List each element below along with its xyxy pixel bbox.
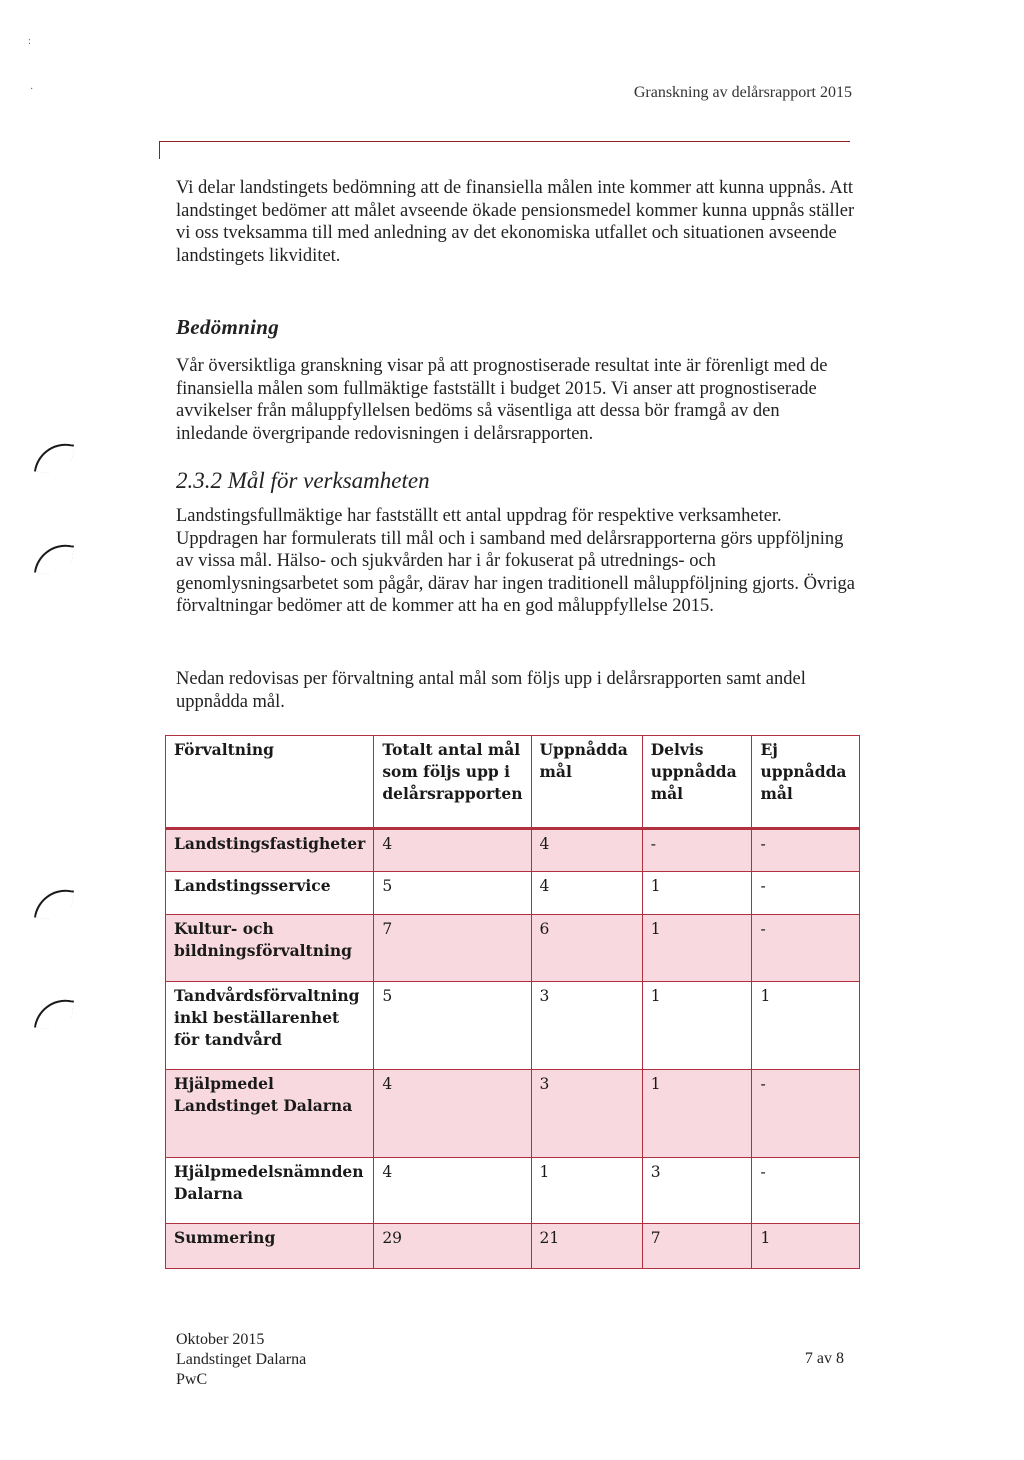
page-number: 7 av 8 bbox=[804, 1350, 844, 1367]
goals-table bbox=[165, 735, 860, 1269]
cell-achieved: 6 bbox=[531, 915, 642, 982]
cell-name: Hjälpmedel Landstinget Dalarna bbox=[166, 1070, 374, 1158]
cell-name: Kultur- och bildningsförvaltning bbox=[166, 915, 374, 982]
column-header-total: Totalt antal mål som följs upp i delårsrapporten bbox=[374, 736, 531, 829]
footer-date: Oktober 2015 bbox=[176, 1331, 265, 1348]
cell-name: Landstingsfastigheter bbox=[166, 829, 374, 872]
table-row bbox=[166, 1070, 860, 1158]
paragraph-operational-goals: Landstingsfullmäktige har fastställt ett antal uppdrag för respektive verksamheter. Uppdragen har formulerats till mål och i samband med delårsrapporterna görs uppföljning av vissa mål. Hälso- och sjukvården har i år fokuserat på utrednings- och genomlysningsarbetet som pågår, därav har ingen traditionell måluppföljning gjorts. Övriga förvaltningar bedömer att de kommer att ha en god måluppfyllelse 2015. bbox=[176, 506, 855, 616]
binder-hole bbox=[34, 996, 74, 1033]
cell-achieved: 4 bbox=[531, 872, 642, 915]
scan-mark: · bbox=[30, 84, 34, 95]
cell-partial: 1 bbox=[642, 915, 752, 982]
cell-total: 5 bbox=[374, 982, 531, 1070]
binder-hole bbox=[34, 440, 74, 477]
table-row bbox=[166, 1158, 860, 1224]
cell-partial: 1 bbox=[642, 982, 752, 1070]
binder-hole bbox=[34, 886, 74, 923]
paragraph-table-intro: Nedan redovisas per förvaltning antal mål som följs upp i delårsrapporten samt andel uppnådda mål. bbox=[176, 669, 806, 712]
heading-bedomning: Bedömning bbox=[176, 315, 280, 339]
table-row bbox=[166, 982, 860, 1070]
cell-partial: - bbox=[642, 829, 752, 872]
running-header: Granskning av delårsrapport 2015 bbox=[633, 84, 852, 101]
table-header-row bbox=[166, 736, 860, 829]
cell-total: 4 bbox=[374, 1070, 531, 1158]
column-header-partial: Delvis uppnådda mål bbox=[642, 736, 752, 829]
cell-not-achieved: - bbox=[752, 1158, 860, 1224]
section-heading: 2.3.2 Mål för verksamheten bbox=[176, 468, 430, 493]
table-row bbox=[166, 829, 860, 872]
cell-name: Tandvårdsförvaltning inkl beställarenhet för tandvård bbox=[166, 982, 374, 1070]
cell-partial: 3 bbox=[642, 1158, 752, 1224]
column-header-achieved: Uppnådda mål bbox=[531, 736, 642, 829]
header-rule-tick bbox=[159, 141, 160, 159]
cell-not-achieved: 1 bbox=[752, 1224, 860, 1269]
paragraph-assessment: Vår översiktliga granskning visar på att prognostiserade resultat inte är förenligt med de finansiella målen som fullmäktige fastställt i budget 2015. Vi anser att prognostiserade avvikelser från måluppfyllelsen bedöms så väsentliga att dessa bör framgå av den inledande övergripande redovisningen i delårsrapporten. bbox=[176, 356, 828, 444]
binder-hole bbox=[34, 541, 74, 578]
table-row bbox=[166, 915, 860, 982]
cell-not-achieved: - bbox=[752, 829, 860, 872]
cell-total: 7 bbox=[374, 915, 531, 982]
cell-total: 4 bbox=[374, 829, 531, 872]
table-row bbox=[166, 872, 860, 915]
cell-name: Summering bbox=[166, 1224, 374, 1269]
cell-partial: 7 bbox=[642, 1224, 752, 1269]
footer-author: PwC bbox=[176, 1371, 208, 1388]
page-footer bbox=[176, 1330, 306, 1390]
column-header-forvaltning: Förvaltning bbox=[166, 736, 374, 829]
cell-name: Hjälpmedelsnämnden Dalarna bbox=[166, 1158, 374, 1224]
cell-not-achieved: - bbox=[752, 915, 860, 982]
cell-not-achieved: 1 bbox=[752, 982, 860, 1070]
cell-achieved: 3 bbox=[531, 982, 642, 1070]
cell-name: Landstingsservice bbox=[166, 872, 374, 915]
cell-total: 4 bbox=[374, 1158, 531, 1224]
header-rule bbox=[159, 141, 850, 142]
table-row-summary bbox=[166, 1224, 860, 1269]
cell-partial: 1 bbox=[642, 1070, 752, 1158]
cell-achieved: 21 bbox=[531, 1224, 642, 1269]
cell-achieved: 1 bbox=[531, 1158, 642, 1224]
footer-organization: Landstinget Dalarna bbox=[176, 1351, 307, 1368]
cell-not-achieved: - bbox=[752, 872, 860, 915]
cell-achieved: 3 bbox=[531, 1070, 642, 1158]
scan-mark: : bbox=[28, 36, 31, 47]
cell-total: 5 bbox=[374, 872, 531, 915]
cell-total: 29 bbox=[374, 1224, 531, 1269]
column-header-not-achieved: Ej uppnådda mål bbox=[752, 736, 860, 829]
cell-achieved: 4 bbox=[531, 829, 642, 872]
cell-not-achieved: - bbox=[752, 1070, 860, 1158]
cell-partial: 1 bbox=[642, 872, 752, 915]
paragraph-financial-goals: Vi delar landstingets bedömning att de finansiella målen inte kommer att kunna uppnås. Att landstinget bedömer att målet avseende ökade pensionsmedel kommer kunna uppnås ställer vi oss tveksamma till med anledning av det ekonomiska utfallet och situationen avseende landstingets likviditet. bbox=[176, 178, 855, 266]
